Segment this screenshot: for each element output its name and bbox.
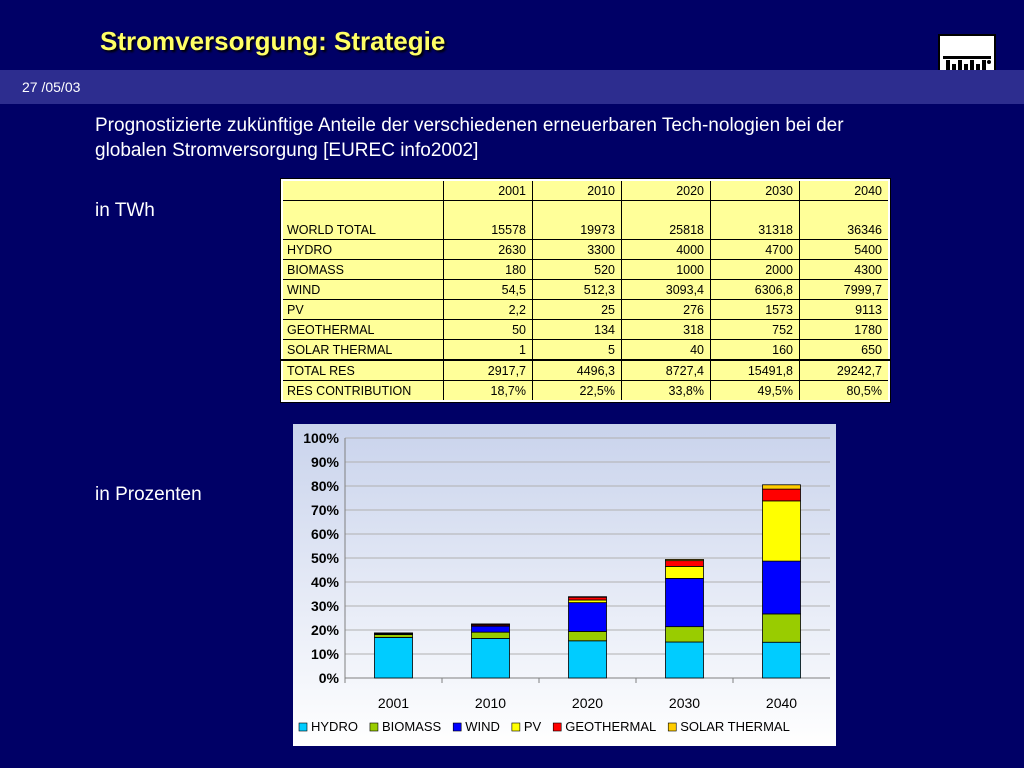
table-row [282, 340, 889, 361]
chart-background [293, 424, 836, 746]
legend-swatch [370, 723, 378, 731]
bar-segment-biomass [666, 627, 704, 642]
table-year-header: 2040 [800, 180, 890, 201]
table-cell: 25 [533, 300, 622, 320]
y-tick-label: 30% [310, 598, 339, 614]
table-row [282, 240, 889, 260]
table-row [282, 320, 889, 340]
table-cell: 54,5 [444, 280, 533, 300]
table-cell: 80,5% [800, 381, 890, 402]
table-year-header: 2020 [622, 180, 711, 201]
table-cell: 180 [444, 260, 533, 280]
table-cell: 36346 [800, 201, 890, 240]
table-cell: 160 [711, 340, 800, 361]
table-cell: 2000 [711, 260, 800, 280]
table-cell: 4700 [711, 240, 800, 260]
slide-title: Stromversorgung: Strategie [100, 26, 446, 56]
table-row-label: HYDRO [282, 240, 444, 260]
legend-label: BIOMASS [381, 719, 442, 734]
y-tick-label: 100% [303, 430, 339, 446]
table-row [282, 360, 889, 381]
x-tick-label: 2040 [765, 695, 798, 711]
y-tick-label: 10% [310, 646, 339, 662]
table-cell: 2917,7 [444, 360, 533, 381]
table-cell: 4000 [622, 240, 711, 260]
legend-label: SOLAR THERMAL [680, 719, 790, 734]
twh-table [281, 179, 890, 402]
table-cell: 512,3 [533, 280, 622, 300]
slide-date: 27 /05/03 [22, 79, 81, 95]
table-cell: 134 [533, 320, 622, 340]
y-tick-label: 0% [318, 670, 339, 686]
table-cell: 19973 [533, 201, 622, 240]
table-cell: 1 [444, 340, 533, 361]
bar-segment-geothermal [666, 561, 704, 567]
bar-segment-pv [666, 566, 704, 578]
table-year-header: 2001 [444, 180, 533, 201]
bar-segment-hydro [375, 637, 413, 678]
table-cell: 6306,8 [711, 280, 800, 300]
table-cell: 49,5% [711, 381, 800, 402]
label-percent: in Prozenten [95, 484, 202, 505]
table-cell: 31318 [711, 201, 800, 240]
table-row-label: GEOTHERMAL [282, 320, 444, 340]
table-cell: 4300 [800, 260, 890, 280]
table-row-label: WORLD TOTAL [282, 201, 444, 240]
legend-swatch [668, 723, 676, 731]
table-header-row [282, 180, 889, 201]
bar-segment-hydro [666, 642, 704, 678]
legend-swatch [299, 723, 307, 731]
table-cell: 5400 [800, 240, 890, 260]
bar-segment-solar-thermal [375, 633, 413, 634]
bar-segment-biomass [763, 614, 801, 642]
y-tick-label: 90% [310, 454, 339, 470]
table-row [282, 260, 889, 280]
table-row-label: WIND [282, 280, 444, 300]
table-cell: 650 [800, 340, 890, 361]
bar-segment-solar-thermal [569, 597, 607, 598]
table-cell: 5 [533, 340, 622, 361]
table-row-label: TOTAL RES [282, 360, 444, 381]
table-cell: 29242,7 [800, 360, 890, 381]
table-cell: 2630 [444, 240, 533, 260]
legend-label: PV [523, 719, 542, 734]
table-cell: 4496,3 [533, 360, 622, 381]
bar-segment-biomass [569, 631, 607, 640]
y-tick-label: 60% [310, 526, 339, 542]
table-cell: 3300 [533, 240, 622, 260]
table-row [282, 201, 889, 240]
table-row-label: SOLAR THERMAL [282, 340, 444, 361]
table-cell: 15578 [444, 201, 533, 240]
table-cell: 33,8% [622, 381, 711, 402]
table-row [282, 381, 889, 402]
table-row [282, 300, 889, 320]
table-cell: 276 [622, 300, 711, 320]
table-cell: 1780 [800, 320, 890, 340]
table-cell: 50 [444, 320, 533, 340]
bar-segment-biomass [472, 632, 510, 638]
label-twh: in TWh [95, 200, 155, 221]
table-cell: 520 [533, 260, 622, 280]
bar-segment-solar-thermal [763, 485, 801, 489]
table-row-label: RES CONTRIBUTION [282, 381, 444, 402]
bar-segment-wind [472, 626, 510, 632]
table-cell: 15491,8 [711, 360, 800, 381]
table-cell: 1000 [622, 260, 711, 280]
table-year-header: 2010 [533, 180, 622, 201]
table-cell: 25818 [622, 201, 711, 240]
table-cell: 2,2 [444, 300, 533, 320]
legend-swatch [453, 723, 461, 731]
bar-segment-biomass [375, 635, 413, 638]
y-tick-label: 20% [310, 622, 339, 638]
x-tick-label: 2030 [668, 695, 701, 711]
y-tick-label: 40% [310, 574, 339, 590]
legend-swatch [553, 723, 561, 731]
legend-swatch [512, 723, 520, 731]
x-tick-label: 2001 [377, 695, 410, 711]
table-cell: 40 [622, 340, 711, 361]
legend-label: GEOTHERMAL [565, 719, 657, 734]
bar-segment-hydro [569, 641, 607, 678]
table-cell: 7999,7 [800, 280, 890, 300]
table-cell: 9113 [800, 300, 890, 320]
x-tick-label: 2010 [474, 695, 507, 711]
bar-segment-solar-thermal [666, 559, 704, 560]
y-tick-label: 50% [310, 550, 339, 566]
table-corner-cell [282, 180, 444, 201]
table-year-header: 2030 [711, 180, 800, 201]
table-cell: 752 [711, 320, 800, 340]
bar-segment-hydro [472, 638, 510, 678]
y-tick-label: 70% [310, 502, 339, 518]
y-tick-label: 80% [310, 478, 339, 494]
table-row [282, 280, 889, 300]
bar-segment-hydro [763, 642, 801, 678]
bar-segment-geothermal [763, 489, 801, 501]
table-cell: 22,5% [533, 381, 622, 402]
legend-label: WIND [465, 719, 500, 734]
renewables-share-chart [293, 424, 836, 746]
bar-segment-wind [569, 603, 607, 632]
bar-segment-solar-thermal [472, 624, 510, 625]
date-bar [0, 70, 1024, 104]
table-cell: 3093,4 [622, 280, 711, 300]
table-row-label: PV [282, 300, 444, 320]
table-cell: 18,7% [444, 381, 533, 402]
bar-segment-wind [763, 561, 801, 614]
table-cell: 1573 [711, 300, 800, 320]
bar-segment-wind [666, 578, 704, 626]
table-cell: 8727,4 [622, 360, 711, 381]
bar-segment-pv [763, 501, 801, 561]
table-cell: 318 [622, 320, 711, 340]
legend-label: HYDRO [311, 719, 358, 734]
intro-text: Prognostizierte zukünftige Anteile der verschiedenen erneuerbaren Tech-nologien bei der globalen Stromversorgung [EUREC info2002] [95, 115, 844, 161]
x-tick-label: 2020 [571, 695, 604, 711]
table-row-label: BIOMASS [282, 260, 444, 280]
